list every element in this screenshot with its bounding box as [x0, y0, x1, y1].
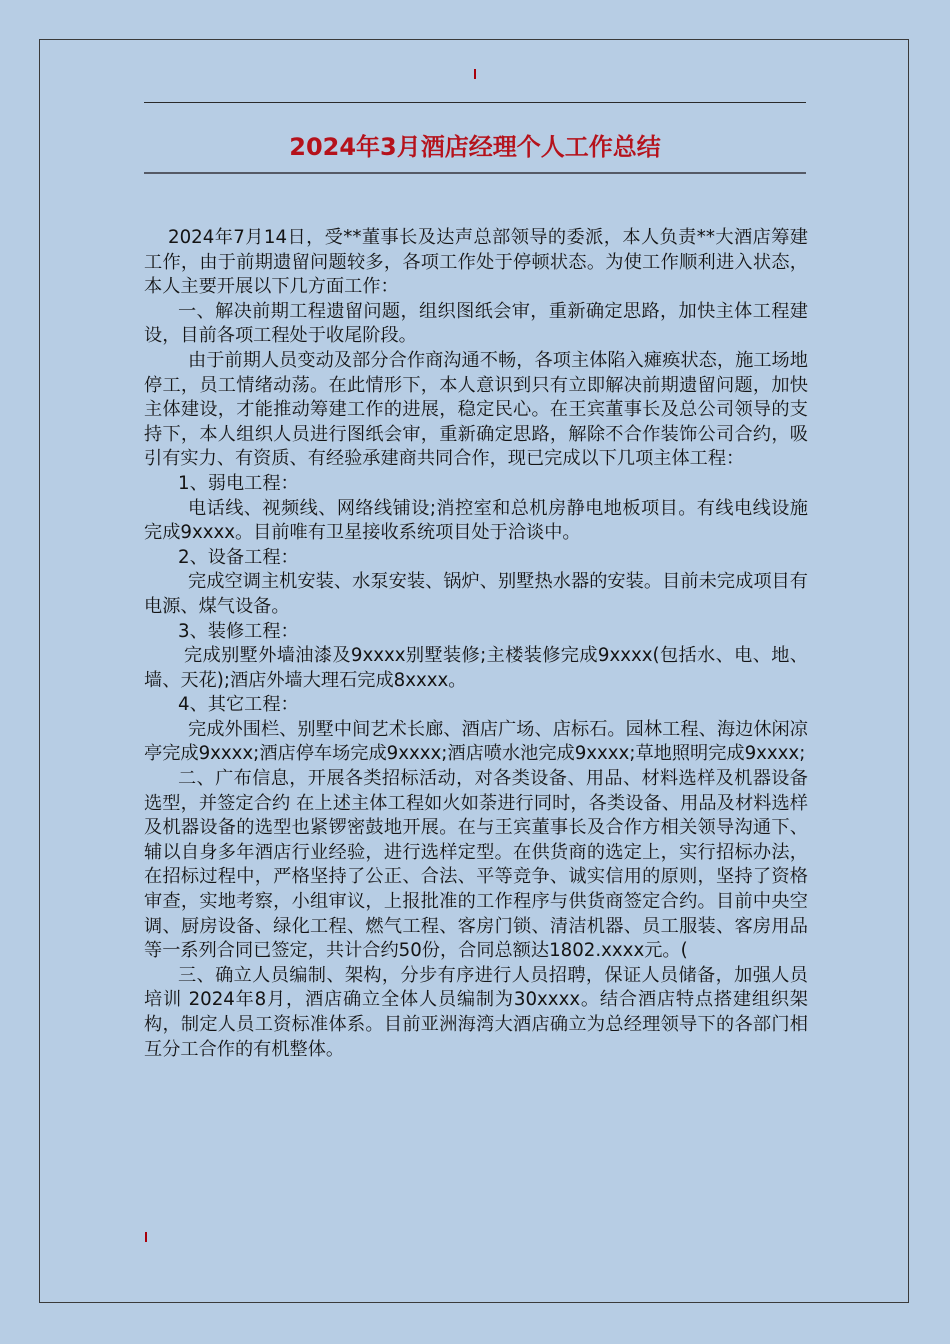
body-paragraph: 4、其它工程： [178, 694, 299, 716]
footer-mark [145, 1232, 147, 1242]
document-body [144, 226, 808, 1062]
body-paragraph: 三、确立人员编制、架构，分步有序进行人员招聘，保证人员储备，加强人员培训 2024年8月，酒店确立全体人员编制为30xxxx。结合酒店特点搭建组织架构，制定人员工资标准体系。目前亚洲海湾大酒店确立为总经理领导下的各部门相互分工合作的有机整体。 [144, 964, 808, 1060]
body-paragraph: 二、广布信息，开展各类招标活动，对各类设备、用品、材料选样及机器设备选型，并签定合约 在上述主体工程如火如荼进行同时，各类设备、用品及材料选样及机器设备的选型也紧锣密鼓地开展。在与王宾董事长及合作方相关领导沟通下、辅以自身多年酒店行业经验，进行选样定型。在供货商的选定上，实行招标办法，在招标过程中，严格坚持了公正、合法、平等竞争、诚实信用的原则，坚持了资格审查，实地考察，小组审议，上报批准的工作程序与供货商签定合约。目前中央空调、厨房设备、绿化工程、燃气工程、客房门锁、清洁机器、员工服装、客房用品等一系列合同已签定，共计合约50份，合同总额达1802.xxxx元。( [144, 768, 808, 962]
body-paragraph: 电话线、视频线、网络线铺设;消控室和总机房静电地板项目。有线电线设施完成9xxxx。目前唯有卫星接收系统项目处于洽谈中。 [144, 497, 808, 544]
body-paragraph: 3、装修工程： [178, 620, 299, 642]
header-rule [144, 102, 806, 103]
body-paragraph: 2、设备工程： [178, 546, 299, 568]
body-paragraph: 完成外围栏、别墅中间艺术长廊、酒店广场、店标石。园林工程、海边休闲凉亭完成9xxxx;酒店停车场完成9xxxx;酒店喷水池完成9xxxx;草地照明完成9xxxx; [144, 718, 808, 765]
body-paragraph: 由于前期人员变动及部分合作商沟通不畅，各项主体陷入瘫痪状态，施工场地停工，员工情绪动荡。在此情形下，本人意识到只有立即解决前期遗留问题，加快主体建设，才能推动筹建工作的进展，稳定民心。在王宾董事长及总公司领导的支持下，本人组织人员进行图纸会审，重新确定思路，解除不合作装饰公司合约，吸引有实力、有资质、有经验承建商共同合作，现已完成以下几项主体工程： [144, 349, 808, 470]
body-paragraph: 1、弱电工程： [178, 472, 299, 494]
body-paragraph: 一、解决前期工程遗留问题，组织图纸会审，重新确定思路，加快主体工程建设，目前各项工程处于收尾阶段。 [144, 300, 808, 347]
header-mark [474, 69, 476, 79]
document-title: 2024年3月酒店经理个人工作总结 [289, 133, 661, 161]
title-rule [144, 172, 806, 174]
body-paragraph: 完成别墅外墙油漆及9xxxx别墅装修;主楼装修完成9xxxx(包括水、电、地、墙、天花);酒店外墙大理石完成8xxxx。 [144, 645, 808, 691]
body-paragraph: 完成空调主机安装、水泵安装、锅炉、别墅热水器的安装。目前未完成项目有电源、煤气设备。 [144, 571, 808, 617]
body-paragraph: 2024年7月14日，受**董事长及达声总部领导的委派，本人负责**大酒店筹建工作，由于前期遗留问题较多，各项工作处于停顿状态。为使工作顺利进入状态，本人主要开展以下几方面工作： [144, 227, 808, 298]
